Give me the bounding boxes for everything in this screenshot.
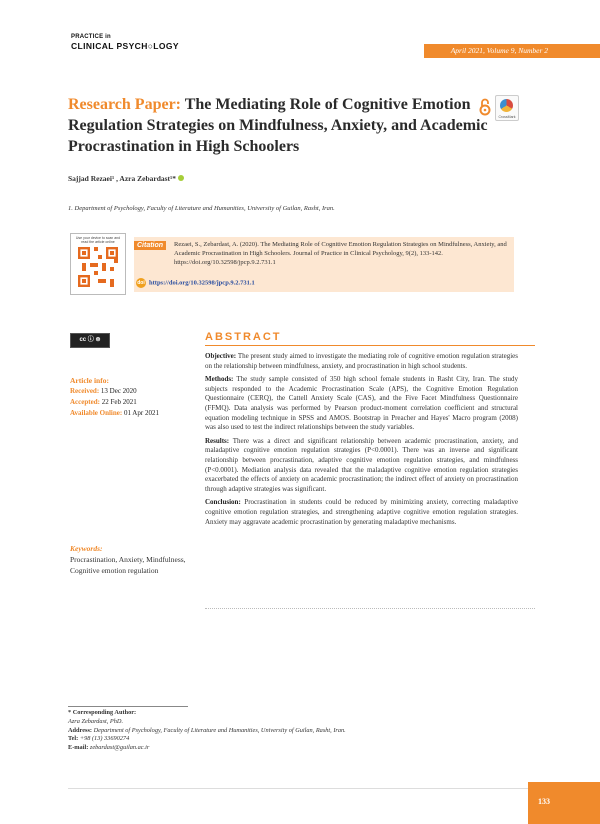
page-bottom-rule <box>68 788 528 789</box>
corresponding-address: Address: Department of Psychology, Faculty of Literature and Humanities, University of Guilan, Rasht, Iran. <box>68 726 346 734</box>
crossmark-icon[interactable]: CrossMark <box>495 95 519 121</box>
received-label: Received: <box>70 387 100 395</box>
corresponding-email: E-mail: zebardast@guilan.ac.ir <box>68 744 150 752</box>
doi-icon: doi <box>137 280 145 286</box>
affiliation: 1. Department of Psychology, Faculty of Literature and Humanities, University of Guilan, Rasht, Iran. <box>68 205 335 212</box>
footnote-rule <box>68 706 188 707</box>
authors <box>68 174 184 183</box>
citation-text: Rezaei, S., Zebardast, A. (2020). The Mediating Role of Cognitive Emotion Regulation Strategies on Mindfulness, Anxiety, and Academic Procrastination in High Schoolers. Journal of Practice in Clinical Psychology, 9(2), 133-142. https://doi.org/10.32598/jpcp.9.2.731.1 <box>174 241 507 266</box>
online-row <box>70 408 188 419</box>
doi-link-row[interactable] <box>136 278 255 288</box>
abstract-methods: Methods: The study sample consisted of 350 high school female students in Rasht City, Iran. The study subjects responded to the Academic Procrastination Scale (APS), the Cognitive Emotion Regulation Questionnaire (CERQ), the Cattell Anxiety Scale (CAS), and the Five Facet Mindfulness Questionnaire (FFMQ). Data analysis was performed by Pearson product-moment correlation coefficient and structural equation modeling technique in SPSS and AMOS. Bootstrap in Preacher and Hayes' Macro program (2008) was also used to test the indirect relationships between the study variables. <box>205 375 518 432</box>
accepted-date: 22 Feb 2021 <box>101 398 137 406</box>
citation-label: Citation <box>134 241 166 250</box>
article-info <box>70 375 188 419</box>
paper-kind: Research Paper: <box>68 96 181 113</box>
abstract-results: Results: There was a direct and significant relationship between academic procrastination, anxiety, and maladaptive cognitive emotion regulation strategies (P<0.0001). There was an inverse and significant relationship between procrastination, adaptive cognitive emotion regulation strategies, and mindfulness (P<0.0001). Mediation analysis data revealed that the maladaptive cognitive emotion regulation strategies exacerbated the effects of anxiety on academic procrastination; the indirect effect of anxiety on procrastination through adaptive strategies was significant. <box>205 436 518 493</box>
corresponding-name: Azra Zebardast, PhD. <box>68 717 124 725</box>
open-access-icon <box>479 98 491 121</box>
issue-band <box>424 44 600 58</box>
received-date: 13 Dec 2020 <box>100 387 137 395</box>
qr-code-icon <box>78 247 118 287</box>
author-list: Sajjad Rezaei¹ , Azra Zebardast¹* <box>68 174 177 183</box>
online-label: Available Online: <box>70 409 123 417</box>
orcid-icon[interactable] <box>178 175 184 181</box>
abstract-rule <box>205 345 535 346</box>
issue-info: April 2021, Volume 9, Number 2 <box>450 46 548 55</box>
article-info-heading: Article info: <box>70 376 109 385</box>
online-date: 01 Apr 2021 <box>123 409 159 417</box>
journal-name-top: PRACTICE in <box>71 34 111 40</box>
corresponding-tel: Tel: +98 (13) 33690274 <box>68 735 130 743</box>
received-row <box>70 386 188 397</box>
abstract-heading: ABSTRACT <box>205 331 282 343</box>
paper-title-text: The Mediating Role of Cognitive Emotion Regulation Strategies on Mindfulness, Anxiety, and Academic Procrastination in High Schoolers <box>68 96 488 155</box>
corresponding-author <box>68 709 508 753</box>
corresponding-heading: * Corresponding Author: <box>68 709 137 716</box>
doi-link[interactable]: https://doi.org/10.32598/jpcp.9.2.731.1 <box>149 279 255 287</box>
keywords <box>70 543 188 576</box>
abstract-conclusion: Conclusion: Procrastination in students could be reduced by minimizing anxiety, correcting maladaptive cognitive emotion regulation strategies, and strengthening adaptive cognitive emotion regulation strategies. Anxiety may aggravate academic procrastination by generating maladaptive mechanisms. <box>205 498 519 526</box>
journal-logo <box>71 34 179 51</box>
qr-caption: Use your device to scan and read the article online <box>75 236 121 244</box>
journal-name-main: CLINICAL PSYCH○LOGY <box>71 41 179 51</box>
keywords-text: Procrastination, Anxiety, Mindfulness, Cognitive emotion regulation <box>70 555 186 575</box>
abstract-bottom-rule <box>205 608 535 609</box>
accepted-label: Accepted: <box>70 398 100 406</box>
abstract-body <box>205 352 518 531</box>
paper-title <box>68 94 488 157</box>
page-number-box <box>528 782 600 824</box>
keywords-heading: Keywords: <box>70 544 103 553</box>
page-number: 133 <box>538 797 550 806</box>
cc-license-badge[interactable]: cc ⓘ ⊜ <box>70 333 110 348</box>
qr-code-box <box>70 233 126 295</box>
accepted-row <box>70 397 188 408</box>
abstract-objective: Objective: The present study aimed to investigate the mediating role of cognitive emotion regulation strategies on the relationship between mindfulness, anxiety, and procrastination in high school students. <box>205 352 518 370</box>
